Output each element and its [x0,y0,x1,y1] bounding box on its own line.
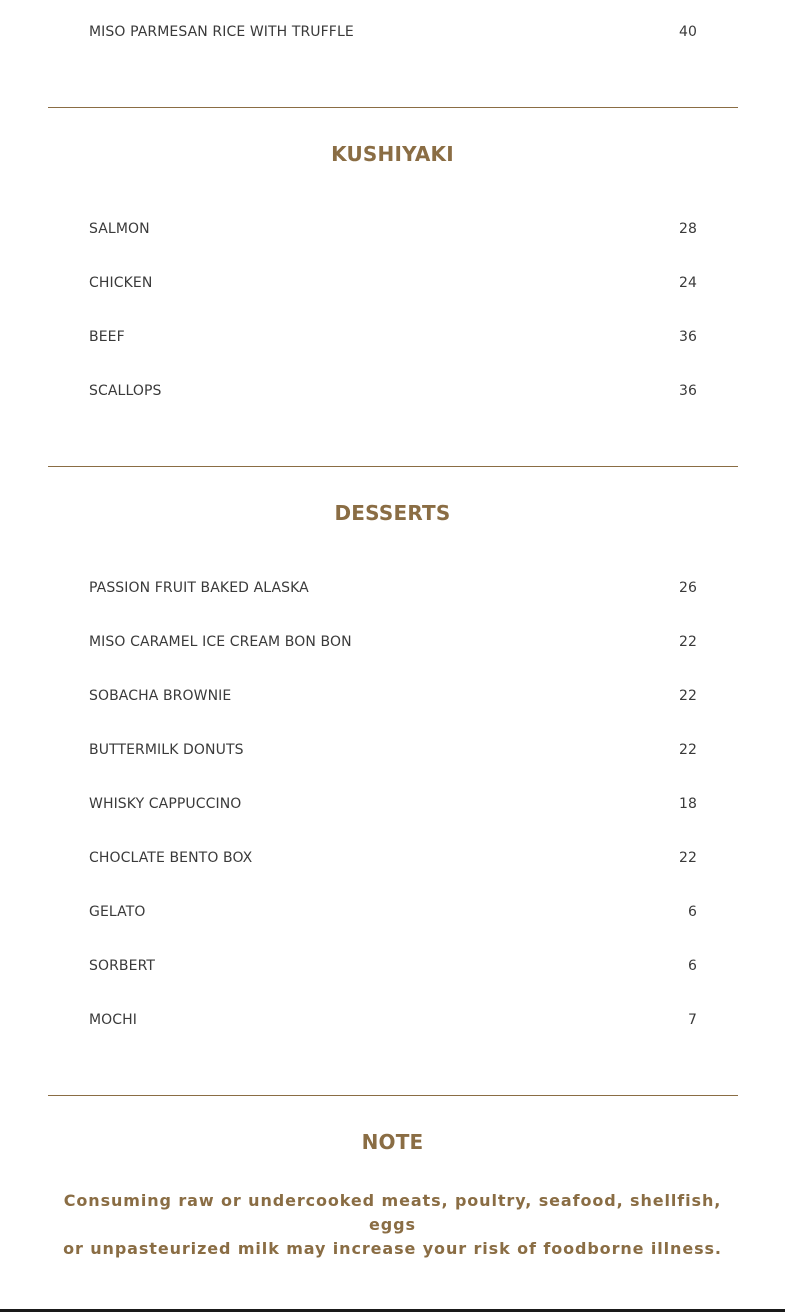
menu-item-name: SOBACHA BROWNIE [89,688,232,704]
menu-item-row [89,327,697,347]
menu-item-price: 26 [678,580,697,596]
menu-item-row [89,273,697,293]
menu-item-price: 6 [687,904,697,920]
menu-item-price: 22 [678,688,697,704]
menu-item-row [89,848,697,868]
menu-item-price: 36 [678,383,697,399]
menu-item-row [89,686,697,706]
section-title-kushiyaki: KUSHIYAKI [331,142,454,166]
menu-item-price: 6 [687,958,697,974]
section-divider [48,1095,738,1096]
menu-item-price: 40 [678,24,697,40]
menu-item-name: WHISKY CAPPUCCINO [89,796,242,812]
menu-item-name: CHOCLATE BENTO BOX [89,850,253,866]
menu-item-name: BEEF [89,329,125,345]
menu-item-price: 28 [678,221,697,237]
section-title-note: NOTE [361,1130,424,1154]
menu-item-name: SALMON [89,221,150,237]
section-title-desserts: DESSERTS [334,501,451,525]
menu-item-price: 7 [687,1012,697,1028]
note-line: or unpasteurized milk may increase your risk of foodborne illness. [63,1239,722,1258]
note-line: Consuming raw or undercooked meats, poultry, seafood, shellfish, eggs [63,1191,722,1234]
menu-item-row [89,219,697,239]
menu-item-row [89,1010,697,1030]
menu-item-name: MOCHI [89,1012,138,1028]
menu-item-row [89,956,697,976]
menu-item-row [89,632,697,652]
menu-item-price: 22 [678,850,697,866]
menu-item-row [89,381,697,401]
menu-item-name: SORBERT [89,958,156,974]
menu-item-price: 36 [678,329,697,345]
menu-item-row [89,22,697,42]
menu-item-price: 24 [678,275,697,291]
menu-item-price: 18 [678,796,697,812]
menu-item-row [89,740,697,760]
section-divider [48,107,738,108]
menu-item-price: 22 [678,634,697,650]
menu-item-name: BUTTERMILK DONUTS [89,742,244,758]
menu-item-name: CHICKEN [89,275,153,291]
menu-item-price: 22 [678,742,697,758]
menu-item-name: MISO CARAMEL ICE CREAM BON BON [89,634,352,650]
menu-item-row [89,794,697,814]
menu-item-row [89,902,697,922]
note-disclaimer [40,1189,745,1261]
menu-item-name: SCALLOPS [89,383,162,399]
menu-item-row [89,578,697,598]
section-divider [48,466,738,467]
menu-item-name: MISO PARMESAN RICE WITH TRUFFLE [89,24,354,40]
menu-item-name: GELATO [89,904,146,920]
menu-item-name: PASSION FRUIT BAKED ALASKA [89,580,309,596]
